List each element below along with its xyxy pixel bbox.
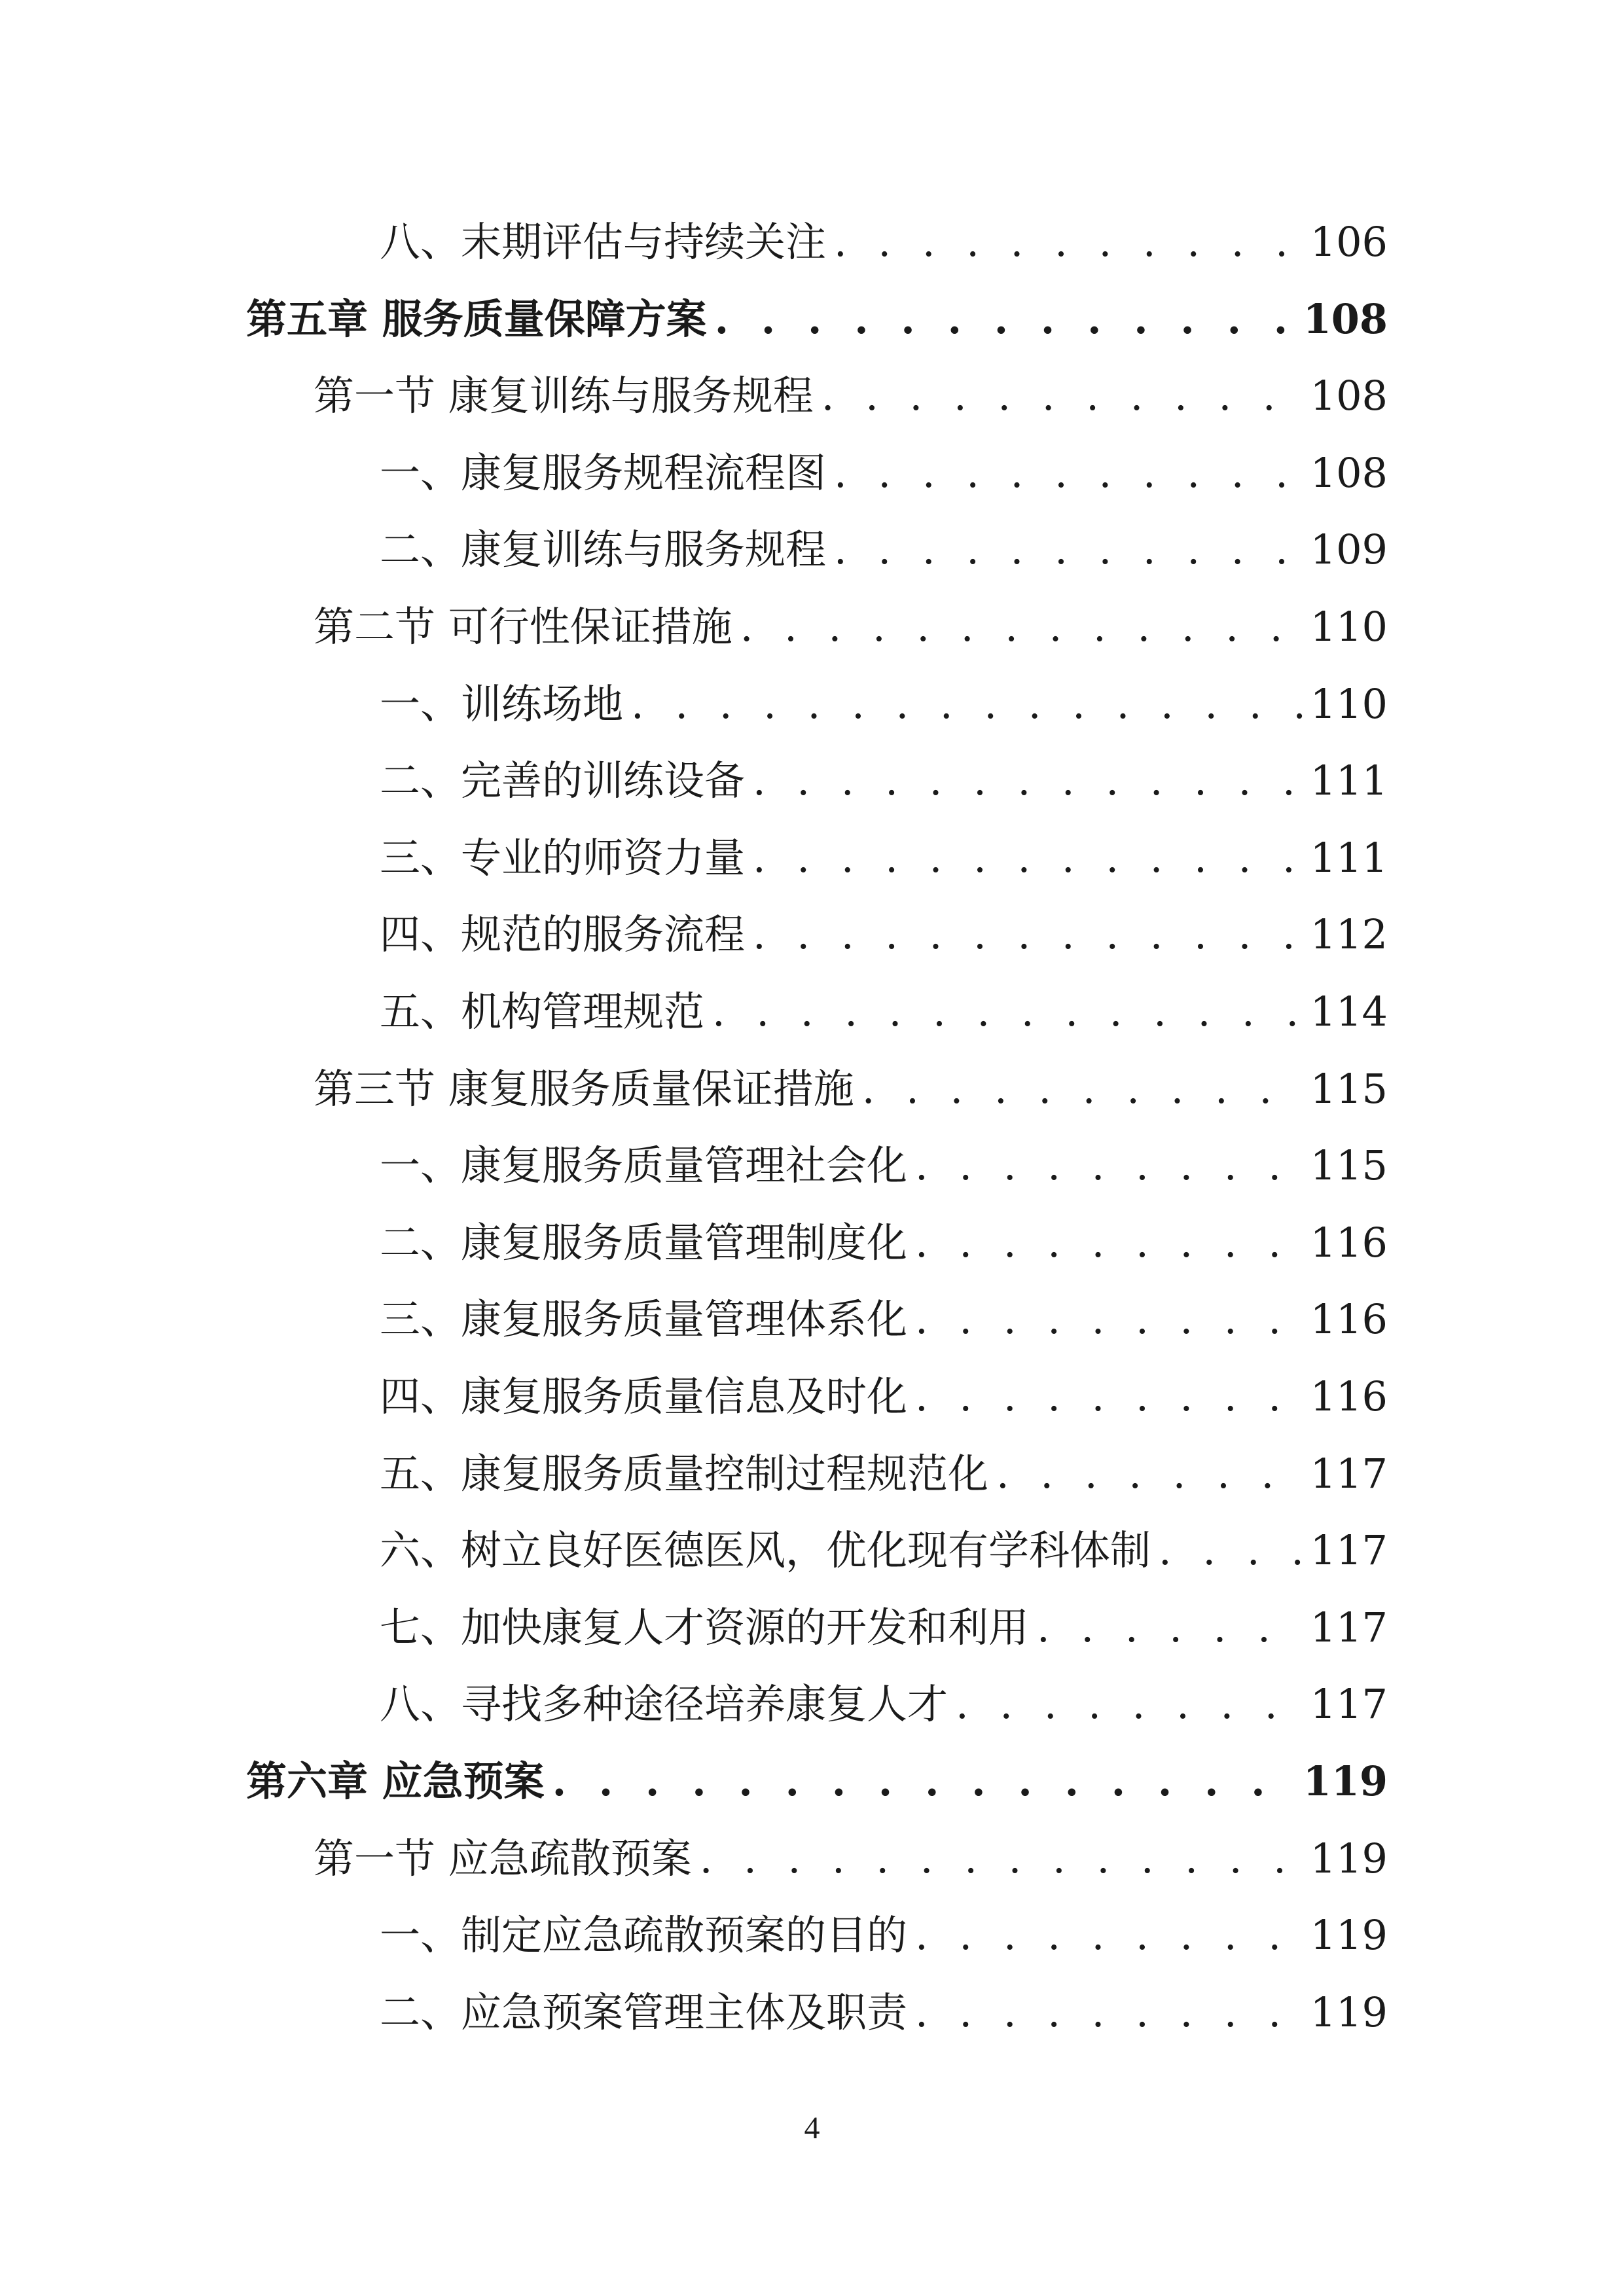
- toc-entry-item[interactable]: [380, 1901, 1388, 1969]
- toc-entry-page: 119: [1310, 1834, 1388, 1882]
- toc-dot-leader: [834, 516, 1303, 584]
- toc-entry-item[interactable]: [380, 1594, 1388, 1662]
- toc-dot-leader: [1159, 1516, 1303, 1585]
- toc-dot-leader: [753, 901, 1303, 969]
- toc-entry-page: 116: [1310, 1295, 1388, 1344]
- toc-dot-leader: [915, 1132, 1303, 1200]
- toc-entry-item[interactable]: [380, 439, 1388, 507]
- toc-entry-page: 111: [1310, 833, 1388, 882]
- toc-entry-item[interactable]: [380, 747, 1388, 815]
- toc-dot-leader: [996, 1440, 1303, 1508]
- toc-entry-title: 五、康复服务质量控制过程规范化: [380, 1449, 989, 1498]
- toc-entry-page: 108: [1310, 372, 1388, 420]
- toc-entry-title: 五、机构管理规范: [380, 988, 705, 1035]
- toc-entry-page: 108: [1303, 295, 1388, 343]
- toc-entry-chapter[interactable]: [246, 1748, 1388, 1816]
- toc-dot-leader: [712, 978, 1303, 1046]
- toc-entry-title: 一、训练场地: [380, 679, 624, 728]
- toc-entry-section[interactable]: [314, 593, 1388, 661]
- toc-dot-leader: [700, 1825, 1303, 1893]
- toc-entry-title: 第二节 可行性保证措施: [314, 603, 732, 651]
- toc-entry-item[interactable]: [380, 978, 1388, 1046]
- toc-entry-title: 一、康复服务质量管理社会化: [380, 1141, 908, 1190]
- toc-entry-item[interactable]: [380, 1363, 1388, 1431]
- toc-dot-leader: [1037, 1594, 1303, 1662]
- toc-entry-title: 第五章 服务质量保障方案: [246, 295, 707, 343]
- toc-dot-leader: [915, 1363, 1303, 1431]
- toc-entry-item[interactable]: [380, 1132, 1388, 1200]
- toc-dot-leader: [915, 1979, 1303, 2047]
- toc-entry-item[interactable]: [380, 1516, 1388, 1585]
- toc-entry-title: 第一节 康复训练与服务规程: [314, 372, 814, 420]
- toc-entry-title: 第三节 康复服务质量保证措施: [314, 1064, 854, 1113]
- toc-entry-title: 三、专业的师资力量: [380, 833, 746, 882]
- toc-entry-title: 二、应急预案管理主体及职责: [380, 1988, 908, 2036]
- toc-dot-leader: [862, 1055, 1303, 1123]
- toc-entry-item[interactable]: [380, 824, 1388, 892]
- toc-entry-title: 一、康复服务规程流程图: [380, 448, 827, 497]
- toc-dot-leader: [753, 824, 1303, 892]
- toc-entry-page: 114: [1310, 988, 1388, 1035]
- toc-entry-title: 二、康复训练与服务规程: [380, 526, 827, 574]
- toc-entry-title: 四、规范的服务流程: [380, 910, 746, 959]
- toc-entry-page: 116: [1310, 1218, 1388, 1266]
- toc-entry-section[interactable]: [314, 1825, 1388, 1893]
- toc-entry-page: 108: [1310, 448, 1388, 497]
- toc-entry-section[interactable]: [314, 1055, 1388, 1123]
- toc-entry-chapter[interactable]: [246, 285, 1388, 353]
- toc-entry-page: 109: [1310, 526, 1388, 574]
- toc-entry-page: 117: [1310, 1526, 1388, 1575]
- toc-entry-page: 115: [1310, 1141, 1388, 1190]
- toc-dot-leader: [821, 362, 1303, 430]
- toc-entry-page: 117: [1310, 1449, 1388, 1498]
- toc-dot-leader: [915, 1285, 1303, 1354]
- toc-entry-title: 二、康复服务质量管理制度化: [380, 1218, 908, 1266]
- toc-entry-item[interactable]: [380, 901, 1388, 969]
- toc-entry-page: 117: [1310, 1603, 1388, 1651]
- toc-entry-page: 119: [1310, 1911, 1388, 1960]
- toc-dot-leader: [915, 1901, 1303, 1969]
- toc-entry-page: 110: [1310, 603, 1388, 651]
- toc-entry-item[interactable]: [380, 1440, 1388, 1508]
- toc-entry-page: 111: [1310, 757, 1388, 805]
- toc-entry-title: 三、康复服务质量管理体系化: [380, 1295, 908, 1344]
- toc-entry-title: 第一节 应急疏散预案: [314, 1834, 692, 1882]
- toc-entry-title: 六、树立良好医德医风，优化现有学科体制: [380, 1526, 1151, 1575]
- toc-entry-page: 112: [1310, 910, 1388, 959]
- toc-entry-item[interactable]: [380, 1979, 1388, 2047]
- toc-entry-title: 四、康复服务质量信息及时化: [380, 1372, 908, 1420]
- toc-dot-leader: [834, 208, 1303, 276]
- toc-entry-title: 八、寻找多种途径培养康复人才: [380, 1680, 948, 1729]
- toc-entry-page: 115: [1310, 1064, 1388, 1113]
- toc-entry-title: 二、完善的训练设备: [380, 757, 746, 805]
- toc-entry-item[interactable]: [380, 516, 1388, 584]
- toc-entry-item[interactable]: [380, 1670, 1388, 1738]
- page-number: 4: [804, 2111, 820, 2145]
- toc-entry-page: 116: [1310, 1372, 1388, 1420]
- toc-entry-page: 119: [1310, 1988, 1388, 2036]
- toc-entry-item[interactable]: [380, 1285, 1388, 1354]
- toc-entry-title: 第六章 应急预案: [246, 1757, 545, 1805]
- toc-entry-page: 117: [1310, 1680, 1388, 1729]
- toc-entry-item[interactable]: [380, 670, 1388, 738]
- toc-dot-leader: [552, 1748, 1295, 1816]
- toc-dot-leader: [834, 439, 1303, 507]
- toc-entry-page: 110: [1310, 679, 1388, 728]
- toc-dot-leader: [753, 747, 1303, 815]
- toc-entry-title: 一、制定应急疏散预案的目的: [380, 1911, 908, 1960]
- toc-dot-leader: [915, 1209, 1303, 1277]
- toc-entry-title: 七、加快康复人才资源的开发和利用: [380, 1603, 1030, 1651]
- toc-dot-leader: [740, 593, 1303, 661]
- toc-dot-leader: [956, 1670, 1303, 1738]
- toc-dot-leader: [631, 670, 1303, 738]
- toc-entry-section[interactable]: [314, 362, 1388, 430]
- toc-entry-page: 106: [1310, 218, 1388, 266]
- toc-entry-item[interactable]: [380, 1209, 1388, 1277]
- toc-dot-leader: [715, 285, 1295, 353]
- toc-entry-item[interactable]: [380, 208, 1388, 276]
- toc-entry-title: 八、末期评估与持续关注: [380, 218, 827, 266]
- toc-entry-page: 119: [1303, 1757, 1388, 1805]
